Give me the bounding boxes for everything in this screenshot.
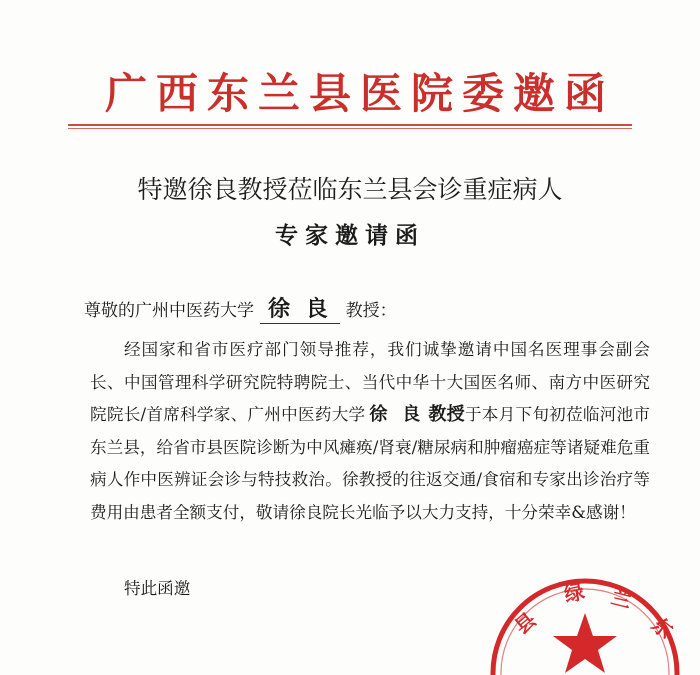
salutation-suffix: 教授： [345, 301, 397, 321]
svg-text:兰: 兰 [608, 584, 635, 613]
letterhead-rule [68, 124, 632, 126]
document-subtitle: 专家邀请函 [275, 223, 425, 249]
svg-text:东: 东 [646, 612, 678, 644]
letterhead-rule-thin [68, 128, 632, 129]
svg-text:县: 县 [509, 607, 541, 639]
body-title-highlight: 教授 [428, 404, 465, 426]
letterhead-title: 广西东兰县医院委邀函 [104, 69, 615, 118]
body-text-part1: 经国家和省市医疗部门领导推荐，我们诚挚邀请中国名医理事会副会长、中国管理科学研究院特聘院士、当代中华十大国医名师、南方中医研究院院长/首席科学家、广州中医药大学 [90, 340, 650, 425]
svg-text:绿: 绿 [562, 579, 587, 607]
salutation-prefix: 尊敬的广州中医药大学 [84, 301, 254, 321]
body-text-part2: 于本月下旬初莅临河池市东兰县，给省市县医院诊断为中风瘫痪/肾衰/糖尿病和肿瘤癌症等诸疑难危重病人作中医辨证会诊与特技救治。徐教授的往返交通/食宿和专家出诊治疗等费用由患者全额支付，敬请徐良院长光临予以大力支持，十分荣幸&感谢！ [90, 405, 650, 522]
salutation [84, 292, 397, 328]
official-seal-stamp [470, 555, 700, 675]
body-name-highlight: 徐 良 [369, 404, 425, 426]
invitation-body [90, 334, 650, 530]
closing-line: 特此函邀 [124, 579, 191, 598]
salutation-name: 徐 良 [260, 296, 340, 324]
document-headline: 特邀徐良教授莅临东兰县会诊重症病人 [137, 175, 563, 204]
